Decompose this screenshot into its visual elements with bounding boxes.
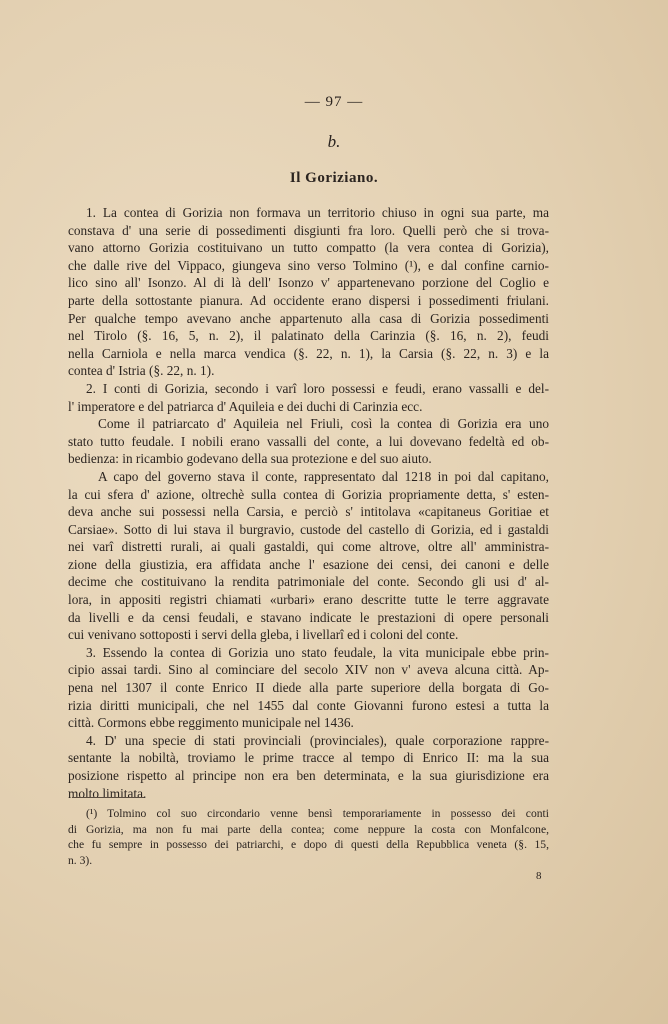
text-line: deva anche sui possessi nella Carsia, e perciò s' intitolava «capitaneus Goritiae et [68, 504, 549, 520]
text-line: stato tutto feudale. I nobili erano vassalli del conte, a lui dovevano fedeltà ed ob- [68, 433, 549, 449]
text-line: bedienza: in ricambio godevano della sua protezione e del suo aiuto. [68, 451, 432, 467]
text-line: Come il patriarcato d' Aquileia nel Friuli, così la contea di Gorizia era uno [98, 416, 549, 432]
text-line: da livelli e da censi feudali, e stavano indicate le prestazioni di opere personali [68, 609, 549, 625]
text-line: Carsiae». Sotto di lui stava il burgravio, custode del castello di Gorizia, ed i gastaldi [68, 521, 549, 537]
text-line: lico sino all' Isonzo. Al di là dell' Isonzo v' appartenevano porzione del Coglio e [68, 275, 549, 291]
text-line: sentante la nobiltà, troviamo le prime tracce al tempo di Enrico II: ma la sua [68, 750, 549, 766]
text-line: la cui sfera d' azione, oltrechè sulla contea di Gorizia propriamente detta, s' esten- [68, 486, 549, 502]
text-line: 4. D' una specie di stati provinciali (provinciales), quale corporazione rappre- [86, 732, 549, 748]
text-line: città. Cormons ebbe reggimento municipale nel 1436. [68, 715, 354, 731]
text-line: Per qualche tempo avevano anche appartenuto alla casa di Gorizia possedimenti [68, 310, 549, 326]
text-line: molto limitata. [68, 785, 147, 801]
text-line: decime che costituivano la rendita patrimoniale del conte. Secondo gli usi d' al- [68, 574, 549, 590]
text-line: 1. La contea di Gorizia non formava un territorio chiuso in ogni sua parte, ma [86, 205, 549, 220]
text-line: contea d' Istria (§. 22, n. 1). [68, 363, 215, 379]
text-line: cipio assai tardi. Sino al cominciare del secolo XIV non v' aveva alcuna città. Ap- [68, 662, 549, 678]
page-number: — 97 — [304, 94, 364, 110]
text-line: A capo del governo stava il conte, rappresentato dal 1218 in poi dal capitano, [98, 468, 549, 484]
text-line: constava d' una serie di possedimenti disgiunti fra loro. Quelli però che si trova- [68, 222, 549, 238]
text-line: pena nel 1307 il conte Enrico II diede alla parte superiore della borgata di Go- [68, 680, 549, 696]
footnote-line: che fu sempre in possesso dei patriarchi, e dopo di questi della Repubblica veneta (§. 15, [68, 838, 549, 851]
footnote-line: n. 3). [68, 853, 93, 867]
text-line: vano attorno Gorizia costituivano un tutto compatto (la vera contea di Gorizia), [68, 240, 549, 256]
text-line: rizia diritti municipali, che nel 1455 dal conte Giovanni furono estesi a tutta la [68, 697, 549, 713]
text-line: nei varî distretti rurali, ai quali gastaldi, qui come altrove, oltre all' amministra- [68, 539, 549, 555]
footnotes [68, 806, 549, 868]
text-line: 3. Essendo la contea di Gorizia uno stato feudale, la vita municipale ebbe prin- [86, 644, 549, 660]
text-line: nella Carniola e nella marca vendica (§. 22, n. 1), la Carsia (§. 22, n. 3) e la [68, 345, 549, 361]
text-line: posizione rispetto al principe non era ben determinata, e la sua giurisdizione era [68, 768, 549, 783]
section-letter: b. [327, 132, 341, 151]
text-line: zione della giustizia, era affidata anche l' esazione dei censi, dei canoni e delle [68, 556, 549, 572]
footnote-line: di Gorizia, ma non fu mai parte della contea; come neppure la costa con Monfalcone, [68, 822, 549, 836]
text-line: nel Tirolo (§. 16, 5, n. 2), il palatinato della Carinzia (§. 16, n. 2), feudi [68, 328, 549, 344]
text-line: l' imperatore e del patriarca d' Aquileia e dei duchi di Carinzia ecc. [68, 398, 423, 414]
text-line: lora, in appositi registri chiamati «urbari» erano descritte tutte le terre aggravate [68, 592, 549, 608]
text-line: 2. I conti di Gorizia, secondo i varî loro possessi e feudi, erano vassalli e del- [86, 380, 549, 396]
section-title: Il Goriziano. [289, 170, 379, 186]
signature-mark: 8 [536, 870, 542, 882]
text-line: che dalle rive del Vippaco, giungeva sino verso Tolmino (¹), e dal confine carnio- [68, 257, 549, 273]
footnote-line: (¹) Tolmino col suo circondario venne bensì temporariamente in possesso dei conti [86, 807, 549, 820]
text-line: parte della sottostante pianura. Ad occidente erano dispersi i possedimenti friulani. [68, 292, 549, 308]
footnote-divider [72, 797, 144, 798]
text-line: cui venivano sottoposti i servi della gleba, i livellarî ed i coloni del conte. [68, 627, 459, 643]
body-text [68, 204, 549, 802]
